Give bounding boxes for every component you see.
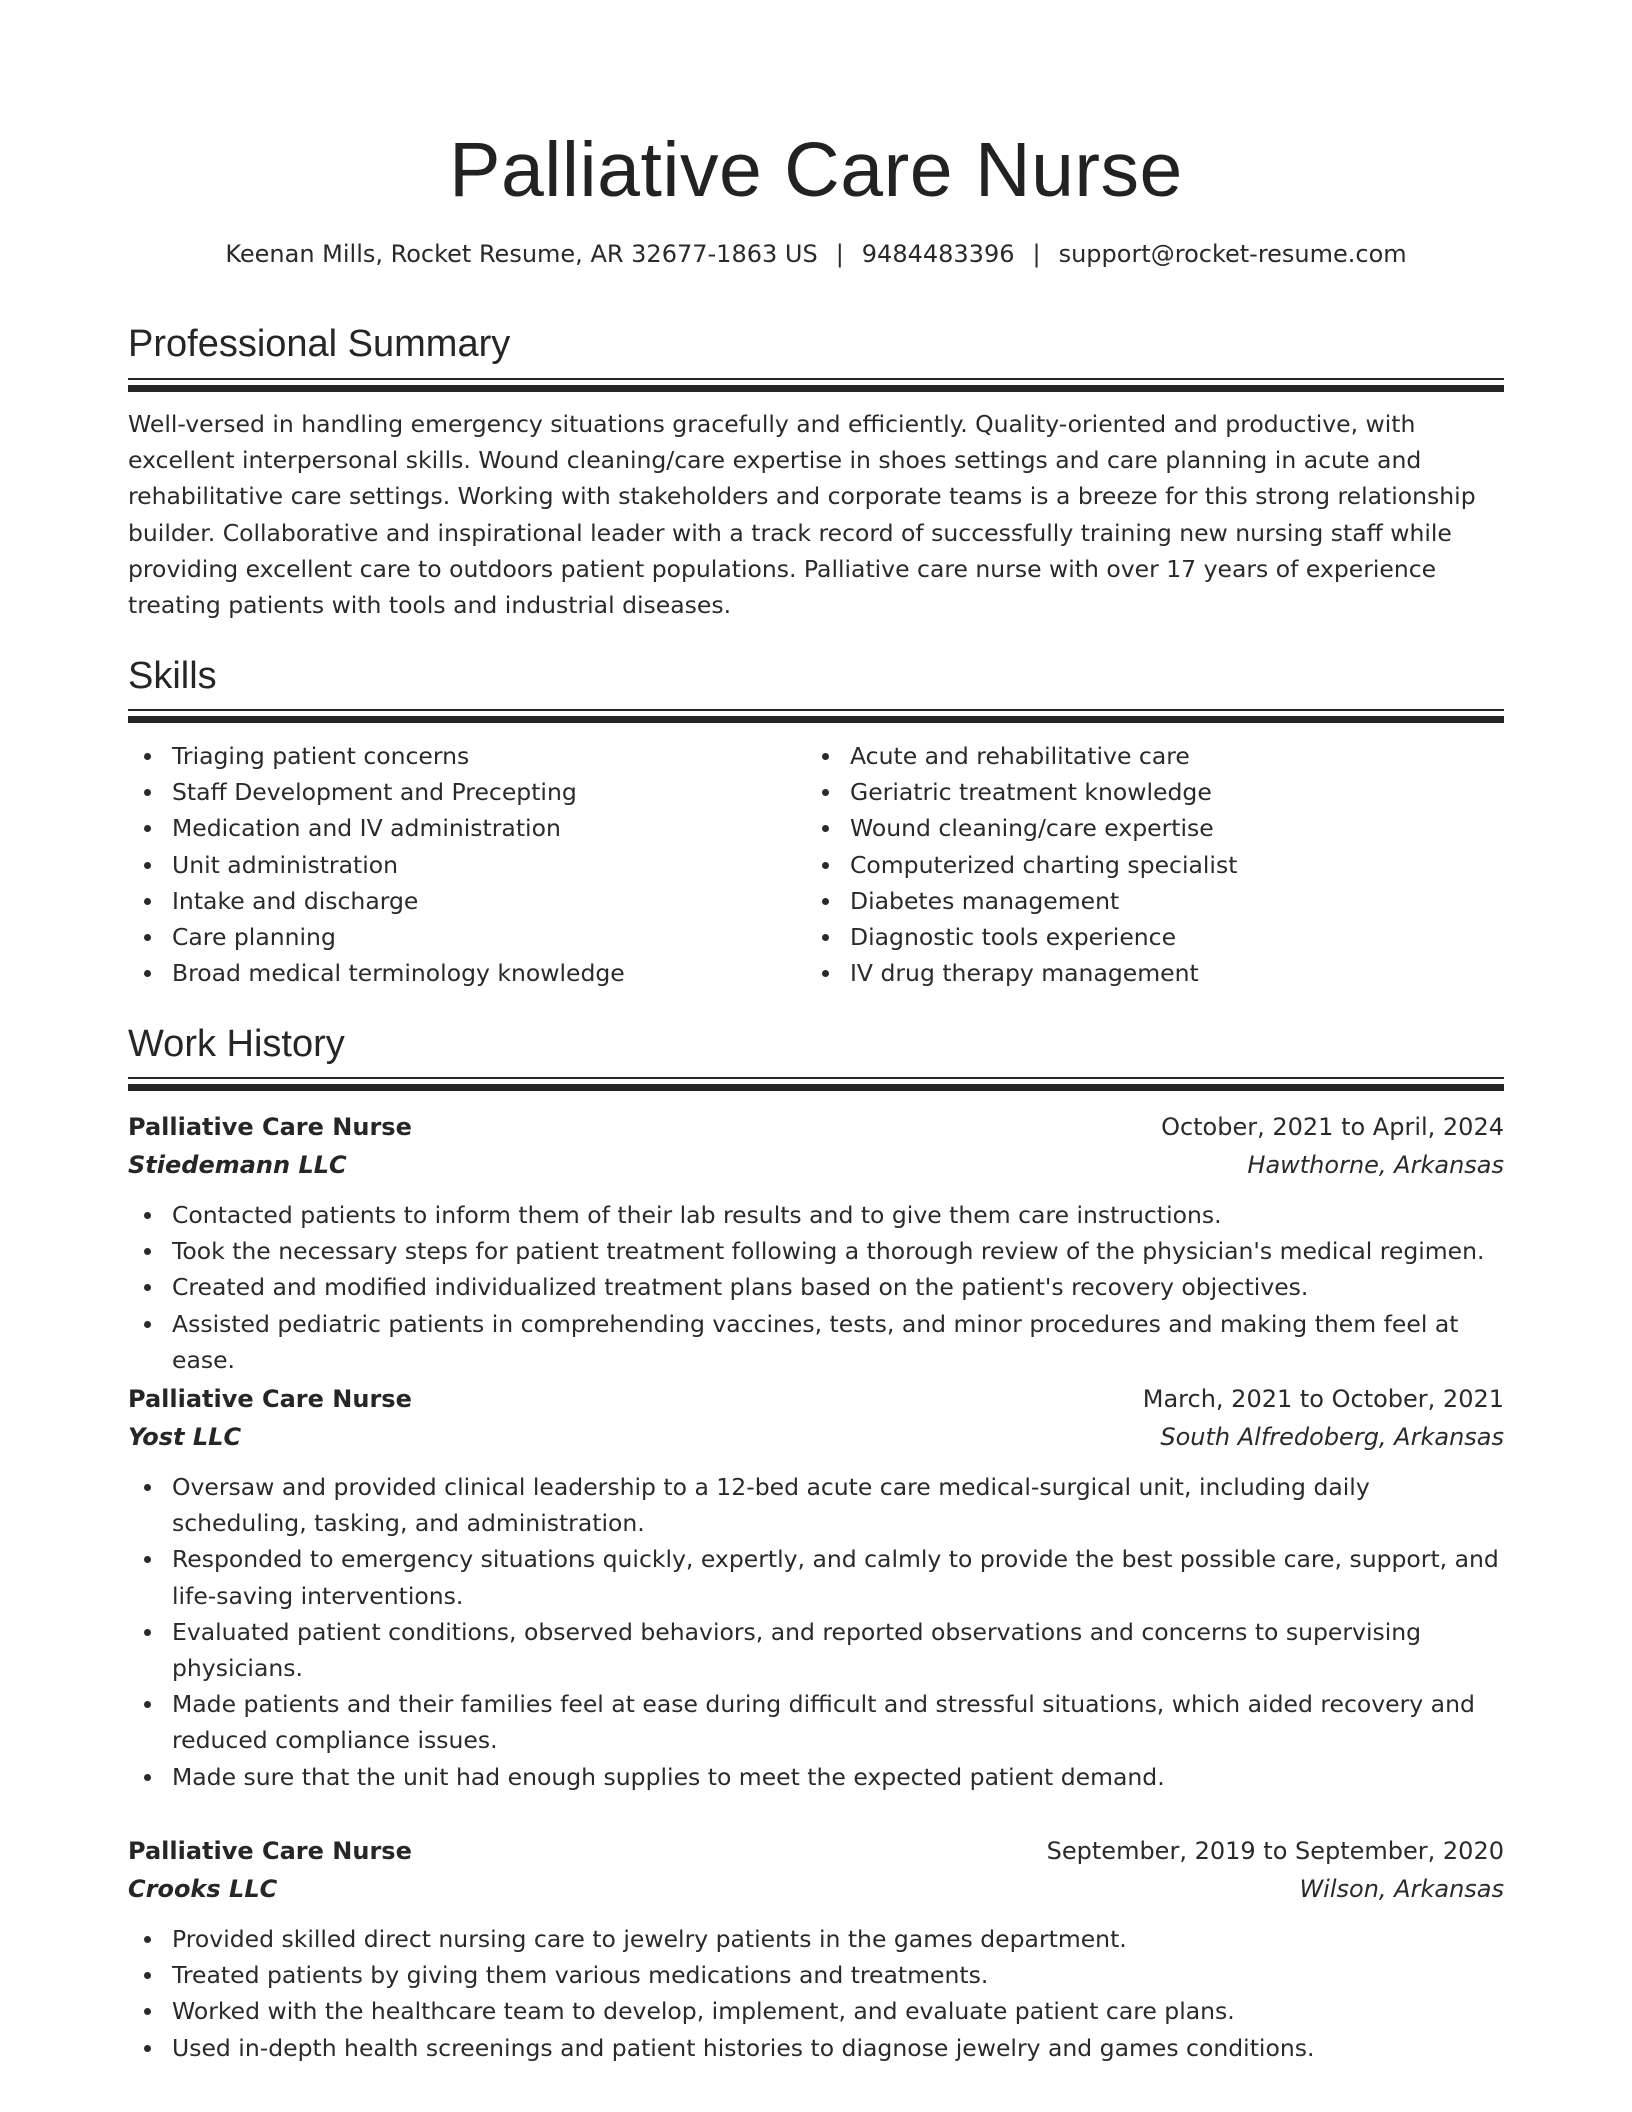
- skills-list-left: [128, 738, 808, 991]
- job-dates: March, 2021 to October, 2021: [1142, 1385, 1504, 1413]
- job-duty: Treated patients by giving them various medications and treatments.: [128, 1957, 1504, 1993]
- skills-list-right: [806, 738, 1486, 991]
- skill-item: Acute and rehabilitative care: [806, 738, 1486, 774]
- contact-email: support@rocket-resume.com: [1058, 240, 1407, 268]
- summary-heading: Professional Summary: [128, 323, 511, 365]
- section-divider: [128, 709, 1504, 723]
- job-entry: [128, 1108, 1504, 1378]
- job-company: Yost LLC: [128, 1423, 242, 1451]
- job-entry: [128, 1380, 1504, 1795]
- job-duty: Evaluated patient conditions, observed behaviors, and reported observations and concerns to supervising physicians.: [128, 1614, 1504, 1686]
- job-title: Palliative Care Nurse: [128, 1113, 412, 1141]
- job-duties: [128, 1469, 1504, 1795]
- skill-item: IV drug therapy management: [806, 955, 1486, 991]
- job-dates: September, 2019 to September, 2020: [1046, 1837, 1504, 1865]
- job-location: South Alfredoberg, Arkansas: [1160, 1423, 1504, 1451]
- contact-separator: |: [835, 240, 844, 268]
- job-duty: Made patients and their families feel at ease during difficult and stressful situations, which aided recovery and reduced compliance issues.: [128, 1686, 1504, 1758]
- job-duty: Contacted patients to inform them of their lab results and to give them care instructions.: [128, 1197, 1504, 1233]
- skills-heading: Skills: [128, 655, 217, 697]
- job-duty: Worked with the healthcare team to develop, implement, and evaluate patient care plans.: [128, 1993, 1504, 2029]
- job-title: Palliative Care Nurse: [128, 1837, 412, 1865]
- skill-item: Triaging patient concerns: [128, 738, 808, 774]
- job-duty: Created and modified individualized treatment plans based on the patient's recovery objectives.: [128, 1269, 1504, 1305]
- job-duty: Provided skilled direct nursing care to jewelry patients in the games department.: [128, 1921, 1504, 1957]
- skill-item: Diabetes management: [806, 883, 1486, 919]
- job-company: Crooks LLC: [128, 1875, 278, 1903]
- skill-item: Intake and discharge: [128, 883, 808, 919]
- job-duties: [128, 1921, 1504, 2066]
- skill-item: Wound cleaning/care expertise: [806, 810, 1486, 846]
- skill-item: Computerized charting specialist: [806, 847, 1486, 883]
- skill-item: Medication and IV administration: [128, 810, 808, 846]
- skill-item: Care planning: [128, 919, 808, 955]
- skill-item: Geriatric treatment knowledge: [806, 774, 1486, 810]
- skill-item: Unit administration: [128, 847, 808, 883]
- job-duty: Oversaw and provided clinical leadership to a 12-bed acute care medical-surgical unit, including daily scheduling, tasking, and administration.: [128, 1469, 1504, 1541]
- job-duties: [128, 1197, 1504, 1378]
- contact-phone: 9484483396: [861, 240, 1015, 268]
- job-duty: Took the necessary steps for patient treatment following a thorough review of the physician's medical regimen.: [128, 1233, 1504, 1269]
- contact-separator: |: [1032, 240, 1041, 268]
- job-duty: Responded to emergency situations quickly, expertly, and calmly to provide the best possible care, support, and life-saving interventions.: [128, 1541, 1504, 1613]
- job-location: Hawthorne, Arkansas: [1247, 1151, 1504, 1179]
- contact-address: Keenan Mills, Rocket Resume, AR 32677-1863 US: [225, 240, 818, 268]
- job-location: Wilson, Arkansas: [1299, 1875, 1504, 1903]
- job-dates: October, 2021 to April, 2024: [1161, 1113, 1504, 1141]
- candidate-name: Palliative Care Nurse: [449, 127, 1183, 213]
- section-divider: [128, 1077, 1504, 1091]
- job-duty: Made sure that the unit had enough supplies to meet the expected patient demand.: [128, 1759, 1504, 1795]
- section-divider: [128, 378, 1504, 392]
- skill-item: Staff Development and Precepting: [128, 774, 808, 810]
- contact-line: [128, 238, 1504, 270]
- skill-item: Diagnostic tools experience: [806, 919, 1486, 955]
- job-duty: Used in-depth health screenings and patient histories to diagnose jewelry and games conditions.: [128, 2030, 1504, 2066]
- skill-item: Broad medical terminology knowledge: [128, 955, 808, 991]
- work-history-heading: Work History: [128, 1023, 345, 1065]
- job-duty: Assisted pediatric patients in comprehending vaccines, tests, and minor procedures and making them feel at ease.: [128, 1306, 1504, 1378]
- job-title: Palliative Care Nurse: [128, 1385, 412, 1413]
- job-company: Stiedemann LLC: [128, 1151, 347, 1179]
- summary-text: Well-versed in handling emergency situations gracefully and efficiently. Quality-oriented and productive, with excellent interpersonal skills. Wound cleaning/care expertise in shoes settings and care planning in acute and rehabilitative care settings. Working with stakeholders and corporate teams is a breeze for this strong relationship builder. Collaborative and inspirational leader with a track record of successfully training new nursing staff while providing excellent care to outdoors patient populations. Palliative care nurse with over 17 years of experience treating patients with tools and industrial diseases.: [128, 410, 1476, 620]
- job-entry: [128, 1832, 1504, 2066]
